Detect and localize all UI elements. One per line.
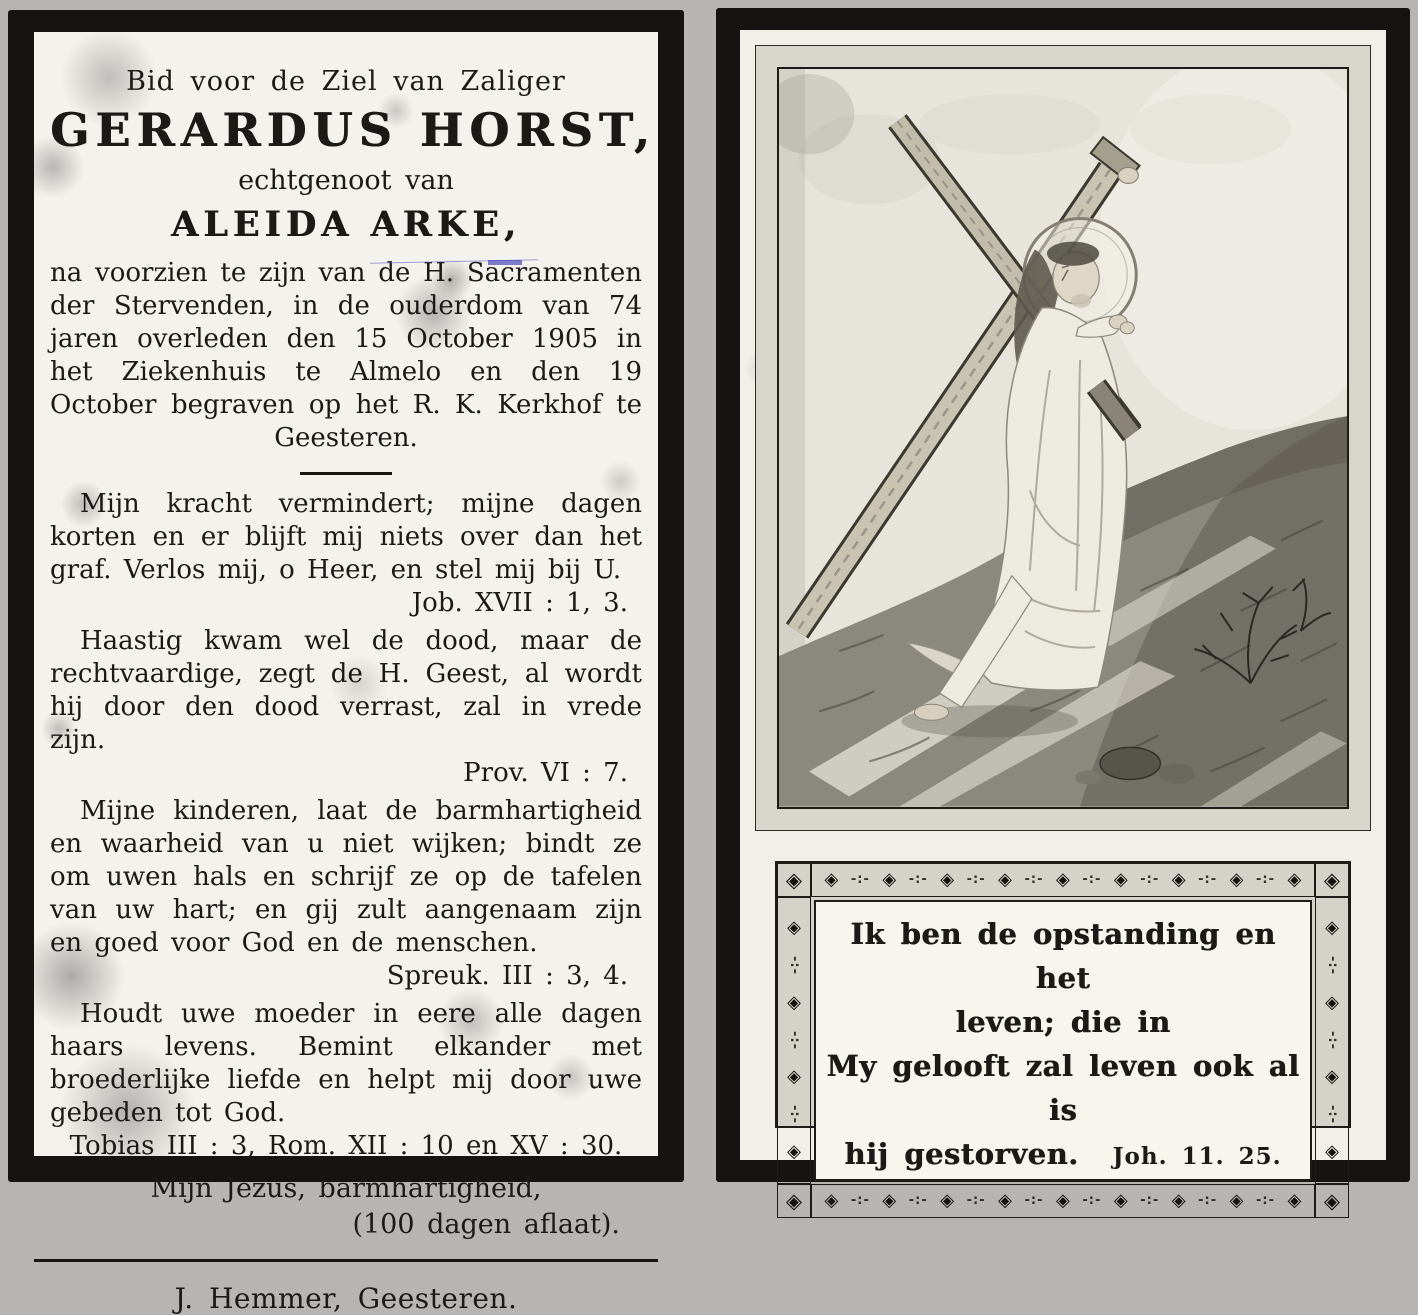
verse-citation: Job. XVII : 1, 3. bbox=[411, 588, 628, 618]
engraving-frame bbox=[755, 45, 1371, 831]
printer-divider bbox=[34, 1259, 658, 1262]
quote-line: My gelooft zal leven ook al is bbox=[826, 1048, 1300, 1127]
prayer-line: Mijn Jezus, barmhartigheid, bbox=[150, 1173, 542, 1204]
quote-line: leven; die in bbox=[955, 1004, 1171, 1039]
holy-card bbox=[740, 30, 1386, 1213]
verse-text: Mijne kinderen, laat de barmhartigheid en waarheid van u niet wijken; bindt ze om uwen hals en schrijf ze op de tafelen van uw hart; en gij zult aangenaam zijn en goed voor God en de menschen. bbox=[50, 796, 642, 958]
verse-citation: Spreuk. III : 3, 4. bbox=[386, 961, 628, 991]
ornament-corner: ◈ bbox=[777, 863, 811, 897]
relation-line: echtgenoot van bbox=[238, 165, 454, 196]
ornament-strip-bottom: ◈ -:- ◈ -:- ◈ -:- ◈ -:- ◈ -:- ◈ -:- ◈ -:- ◈ -:- ◈ bbox=[811, 1184, 1315, 1218]
obituary-card bbox=[34, 32, 658, 1315]
quote-citation: Joh. 11. 25. bbox=[1112, 1142, 1282, 1170]
ornament-strip-top: ◈ -:- ◈ -:- ◈ -:- ◈ -:- ◈ -:- ◈ -:- ◈ -:- ◈ -:- ◈ bbox=[811, 863, 1315, 897]
indulgence-line: (100 dagen aflaat). bbox=[352, 1209, 620, 1240]
ornament-strip-left: ◈ -:- ◈ -:- ◈ -:- ◈ bbox=[777, 897, 811, 1184]
printer-imprint: J. Hemmer, Geesteren. bbox=[174, 1282, 518, 1315]
jesus-carrying-cross-engraving bbox=[779, 69, 1347, 807]
ornament-corner: ◈ bbox=[1315, 1184, 1349, 1218]
left-photo-mount bbox=[8, 10, 684, 1315]
ornament-corner: ◈ bbox=[1315, 863, 1349, 897]
deceased-name: GERARDUS HORST, bbox=[50, 103, 656, 157]
quote-line: hij gestorven. Joh. 11. 25. bbox=[844, 1136, 1282, 1171]
verse-text: Haastig kwam wel de dood, maar de rechtvaardige, zegt de H. Geest, al wordt hij door den dood verrast, zal in vrede zijn. bbox=[50, 626, 642, 755]
verse-citation: Prov. VI : 7. bbox=[463, 758, 628, 788]
spouse-name: ALEIDA ARKE, bbox=[170, 204, 522, 245]
verse-text: Mijn kracht vermindert; mijne dagen korten en er blijft mij niets over dan het graf. Verlos mij, o Heer, en stel mij bij U. bbox=[50, 489, 642, 585]
quote-line: Ik ben de opstanding en het bbox=[850, 916, 1276, 995]
quote-ornament-frame bbox=[775, 861, 1351, 1213]
obituary-paragraph: na voorzien te zijn van de H. Sacramenten der Stervenden, in de ouderdom van 74 jaren overleden den 15 October 1905 in het Ziekenhuis te Almelo en den 19 October begraven op het R. K. Kerkhof te Geesteren. bbox=[50, 258, 642, 453]
verse-text: Houdt uwe moeder in eere alle dagen haars levens. Bemint elkander met broederlijke liefde en helpt mij door uwe gebeden tot God. bbox=[50, 999, 642, 1128]
section-divider bbox=[300, 472, 392, 475]
scripture-quote bbox=[814, 900, 1312, 1181]
right-photo-mount bbox=[716, 8, 1410, 1213]
ornament-strip-right: ◈ -:- ◈ -:- ◈ -:- ◈ bbox=[1315, 897, 1349, 1184]
intro-line: Bid voor de Ziel van Zaliger bbox=[126, 66, 566, 97]
ornament-corner: ◈ bbox=[777, 1184, 811, 1218]
verse-citation: Tobias III : 3, Rom. XII : 10 en XV : 30. bbox=[69, 1131, 623, 1161]
